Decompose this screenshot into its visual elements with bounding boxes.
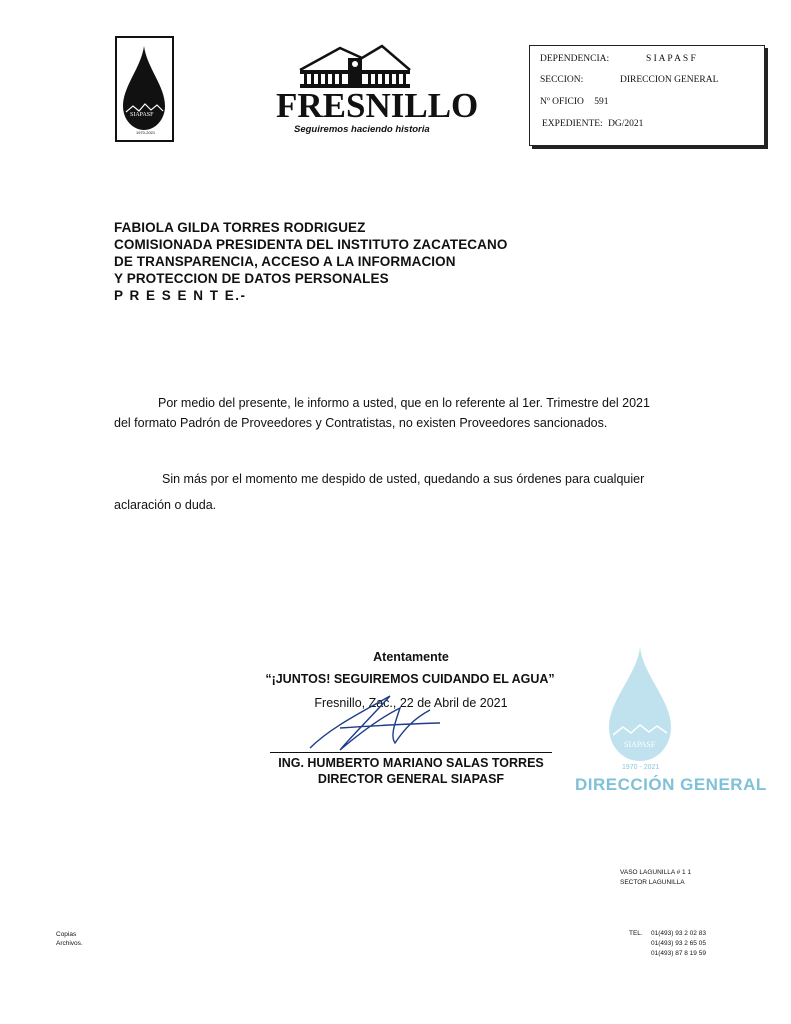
reference-box <box>529 45 765 146</box>
seal-text: DIRECCIÓN GENERAL <box>575 775 767 794</box>
tel-2: 01(493) 93 2 65 05 <box>651 940 706 947</box>
signer-title: DIRECTOR GENERAL SIAPASF <box>317 772 505 786</box>
addressee-present: P R E S E N T E.- <box>114 288 247 303</box>
signature-line <box>270 752 552 753</box>
closing-place-date: Fresnillo, Zac., 22 de Abril de 2021 <box>314 696 508 710</box>
addressee-line1: COMISIONADA PRESIDENTA DEL INSTITUTO ZACATECANO <box>114 237 508 252</box>
logo-name: FRESNILLO <box>276 86 479 125</box>
body-paragraph-1-line-2: del formato Padrón de Proveedores y Contratistas, no existen Proveedores sancionados. <box>114 416 608 430</box>
addressee-name: FABIOLA GILDA TORRES RODRIGUEZ <box>114 220 366 235</box>
dependencia-label: DEPENDENCIA: <box>540 54 610 64</box>
tel-label: TEL. <box>629 930 643 937</box>
archivos-label: Archivos. <box>56 940 83 947</box>
water-drop-icon <box>117 38 172 140</box>
fresnillo-logo <box>270 40 479 140</box>
oficio-value: 591 <box>594 97 609 107</box>
expediente-label: EXPEDIENTE: <box>542 119 603 129</box>
signer-name: ING. HUMBERTO MARIANO SALAS TORRES <box>278 756 544 770</box>
tel-1: 01(493) 93 2 02 83 <box>651 930 706 937</box>
seal-years: 1970 - 2021 <box>622 764 660 771</box>
signature-icon <box>300 688 450 758</box>
siapasf-logo <box>115 36 174 142</box>
closing-motto: “¡JUNTOS! SEGUIREMOS CUIDANDO EL AGUA” <box>265 672 555 686</box>
building-icon <box>270 40 440 90</box>
oficio-label: Nº OFICIO <box>540 97 584 107</box>
address-line-2: SECTOR LAGUNILLA <box>620 879 685 886</box>
closing-atentamente: Atentamente <box>373 650 449 664</box>
addressee-line3: Y PROTECCION DE DATOS PERSONALES <box>114 271 389 286</box>
copias-label: Copias <box>56 931 77 938</box>
seccion-value: DIRECCION GENERAL <box>620 75 719 85</box>
seccion-label: SECCION: <box>540 75 584 85</box>
addressee-line2: DE TRANSPARENCIA, ACCESO A LA INFORMACION <box>114 254 456 269</box>
logo-years: 1970-2021 <box>136 130 156 135</box>
body-paragraph-1-line-1: Por medio del presente, le informo a usted, que en lo referente al 1er. Trimestre del 2021 <box>158 396 650 410</box>
tel-3: 01(493) 87 8 19 59 <box>651 950 706 957</box>
address-line-1: VASO LAGUNILLA # 1 1 <box>620 869 692 876</box>
dependencia-value: S I A P A S F <box>646 54 696 64</box>
logo-text: SIAPASF <box>130 112 154 118</box>
body-paragraph-2-line-2: aclaración o duda. <box>114 498 217 512</box>
body-paragraph-2-line-1: Sin más por el momento me despido de usted, quedando a sus órdenes para cualquier <box>162 472 645 486</box>
expediente-value: DG/2021 <box>608 119 644 129</box>
seal-inner-text: SIAPASF <box>624 740 656 749</box>
logo-slogan: Seguiremos haciendo historia <box>294 124 430 135</box>
